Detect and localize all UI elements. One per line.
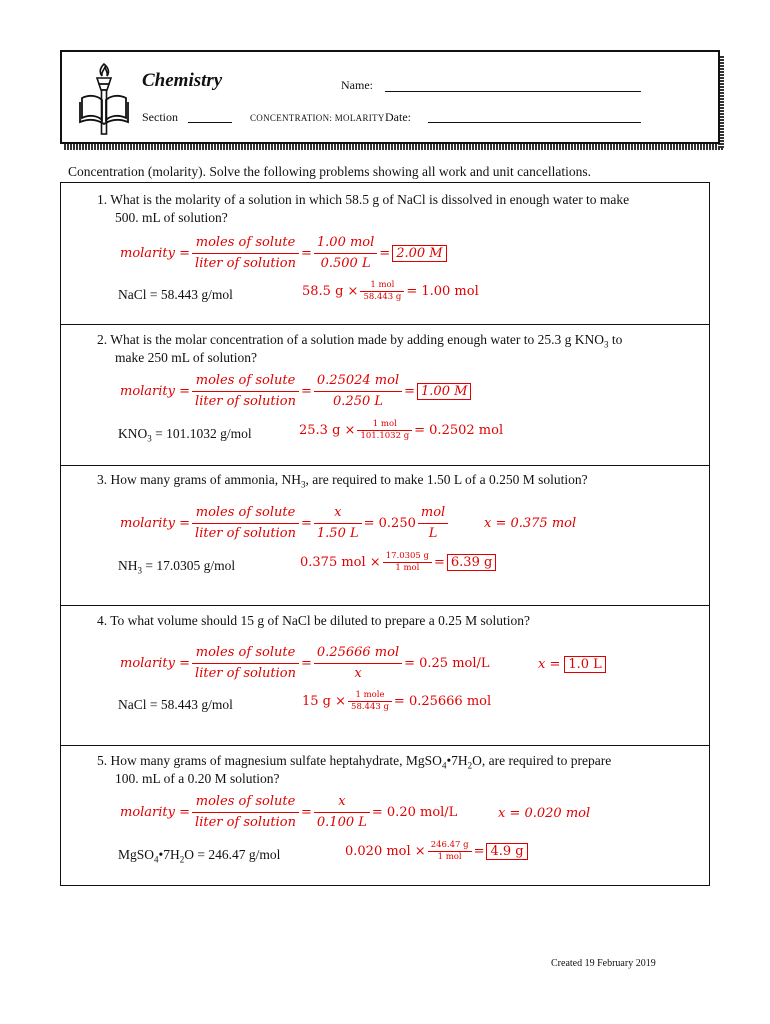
- problem-1-text-line2: 500. mL of solution?: [115, 210, 228, 225]
- problem-4-given: NaCl = 58.443 g/mol: [118, 697, 233, 712]
- problem-5-calc: 0.020 mol × $\frac{246.47 g}{\text{1 mol}}$ = 4.9 g: [343, 840, 528, 863]
- problem-3-equation: molarity = $\frac{\text{moles of solute}}{\text{liter of solution}}$ = $\frac{x}{1.50 L}$ = 0.250 $\frac{\text{mol}}{L}$: [118, 503, 448, 544]
- instructions: Concentration (molarity). Solve the following problems showing all work and unit cancellations.: [68, 164, 592, 179]
- problem-1-calc: 58.5 g × $\frac{\text{1 mol}}{58.443 g}$ = 1.00 mol: [302, 280, 479, 302]
- problem-5-equation: molarity = $\frac{\text{moles of solute}}{\text{liter of solution}}$ = $\frac{x}{0.100 L}$ = 0.20 mol/L: [120, 794, 458, 830]
- problem-1-text: 1. What is the molarity of a solution in which 58.5 g of NaCl is dissolved in enough water to make: [97, 192, 630, 207]
- answer-box: 4.9 g: [486, 843, 527, 860]
- problem-3-given: $NH_3 = 17.0305$ g/mol: [118, 558, 236, 576]
- divider: [60, 324, 710, 325]
- problem-2-equation: molarity = $\frac{\text{moles of solute}}{\text{liter of solution}}$ = $\frac{\text{0.25024 mol}}{0.250 L}$ = 1.00 M: [118, 371, 471, 412]
- divider: [60, 465, 710, 466]
- problem-3-text: 3. How many grams of ammonia, $NH_3$, are required to make 1.50 L of a 0.250 M solution?: [97, 472, 588, 490]
- name-label: Name:: [341, 78, 373, 92]
- problem-1-equation: molarity = $\frac{\text{moles of solute}}{\text{liter of solution}}$ = $\frac{\text{1.00 mol}}{0.500 L}$ = 2.00 M: [118, 233, 447, 274]
- problem-5-side: x = 0.020 mol: [498, 806, 591, 821]
- section-field-line[interactable]: [188, 122, 232, 123]
- page-title: Chemistry: [142, 70, 223, 91]
- problem-3-side: x = 0.375 mol: [484, 516, 577, 531]
- problem-2-given: $KNO_3 = 101.1032$ g/mol: [118, 426, 252, 444]
- problem-2-text: 2. What is the molar concentration of a solution made by adding enough water to 25.3 g $KNO_3$ to: [97, 332, 623, 350]
- problem-2-calc: 25.3 g × $\frac{\text{1 mol}}{101.1032 g}$ = 0.2502 mol: [299, 419, 504, 441]
- answer-box: 1.00 M: [417, 383, 471, 400]
- torch-book-logo: [78, 58, 130, 145]
- problem-3-calc: 0.375 mol × $\frac{17.0305 g}{\text{1 mol}}$ = 6.39 g: [298, 551, 496, 574]
- problem-4-calc: 15 g × $\frac{\text{1 mole}}{58.443 g}$ = 0.25666 mol: [302, 690, 492, 712]
- answer-box: 2.00 M: [392, 245, 446, 262]
- problem-4-equation: molarity = $\frac{\text{moles of solute}}{\text{liter of solution}}$ = $\frac{\text{0.25666 mol}}{x}$ = 0.25 mol/L: [120, 645, 490, 681]
- problem-5-text: 5. How many grams of magnesium sulfate heptahydrate, $MgSO_4•7H_2O$, are required to prepare: [97, 753, 612, 771]
- problem-2-text-line2: make 250 mL of solution?: [115, 350, 257, 365]
- name-field-line[interactable]: [385, 91, 641, 92]
- date-field-line[interactable]: [428, 122, 641, 123]
- header-box: [60, 50, 720, 144]
- problem-5-given: $MgSO_4•7H_2O = 246.47$ g/mol: [118, 847, 281, 865]
- footer-created-date: Created 19 February 2019: [551, 958, 656, 969]
- date-label: Date:: [385, 110, 411, 124]
- answer-box: 1.0 L: [564, 656, 605, 673]
- divider: [60, 605, 710, 606]
- problem-4-text: 4. To what volume should 15 g of NaCl be diluted to prepare a 0.25 M solution?: [97, 613, 530, 628]
- topic-label: CONCENTRATION: MOLARITY: [250, 113, 385, 123]
- section-label: Section: [142, 110, 178, 124]
- problem-5-text-line2: 100. mL of a 0.20 M solution?: [115, 771, 280, 786]
- problem-4-side: x = 1.0 L: [538, 655, 606, 673]
- problem-1-given: NaCl = 58.443 g/mol: [118, 287, 233, 302]
- answer-box: 6.39 g: [447, 554, 496, 571]
- divider: [60, 745, 710, 746]
